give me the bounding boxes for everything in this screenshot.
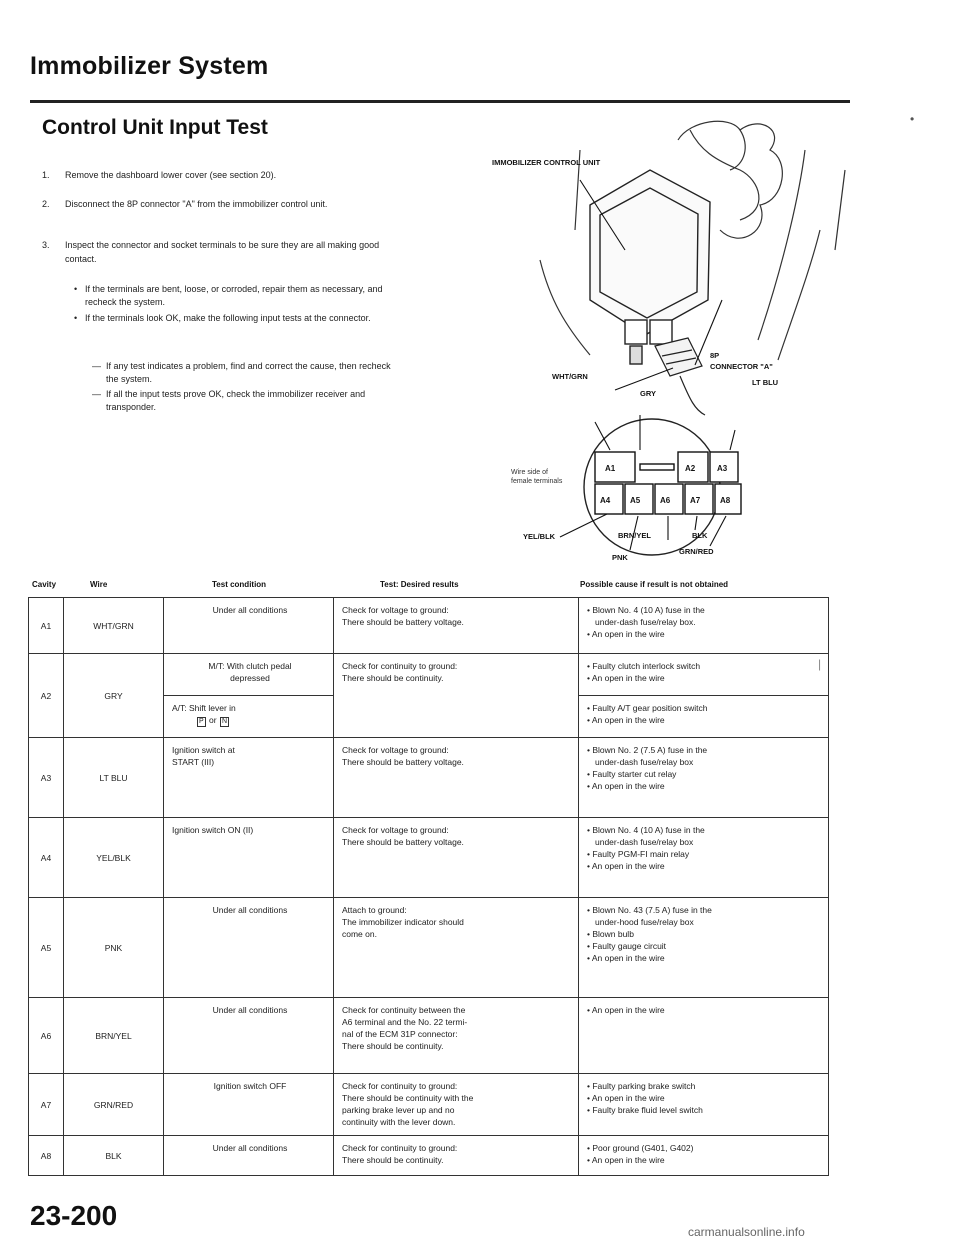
header-wire: Wire	[90, 580, 108, 589]
bullet-text: If the terminals look OK, make the following input tests at the connector.	[85, 313, 371, 323]
wire-label-grnred: GRN/RED	[679, 547, 714, 556]
cause-cell: • Blown No. 2 (7.5 A) fuse in the under-dash fuse/relay box • Faulty starter cut relay • An open in the wire	[579, 738, 829, 818]
wire-label-pnk: PNK	[612, 553, 628, 562]
dash-mark: —	[92, 389, 101, 399]
header-cavity: Cavity	[32, 580, 57, 589]
wire-cell: BLK	[64, 1136, 164, 1176]
table-row	[29, 898, 829, 998]
pin-a1: A1	[605, 464, 616, 473]
table-row	[29, 738, 829, 818]
step-text: Remove the dashboard lower cover (see section 20).	[65, 170, 277, 180]
cause-cell: • Faulty clutch interlock switch • An open in the wire	[579, 654, 829, 696]
wire-label-brnyel: BRN/YEL	[618, 531, 651, 540]
condition-cell: A/T: Shift lever in P or N	[164, 696, 334, 738]
cause-cell: • Blown No. 43 (7.5 A) fuse in the under-hood fuse/relay box • Blown bulb • Faulty gauge circuit • An open in the wire	[579, 898, 829, 998]
wire-side-label-2: female terminals	[511, 478, 563, 485]
cavity-cell: A7	[29, 1074, 64, 1136]
step-text: Inspect the connector and socket terminals to be sure they are all making good contact.	[65, 240, 380, 264]
table-row	[29, 1074, 829, 1136]
header-cause: Possible cause if result is not obtained	[580, 580, 729, 589]
connector-diagram	[440, 110, 860, 570]
table-row	[29, 598, 829, 654]
dash-text: If all the input tests prove OK, check the immobilizer receiver and transponder.	[106, 389, 366, 412]
dash-mark: —	[92, 361, 101, 371]
section-title: Immobilizer System	[30, 52, 269, 80]
cavity-cell: A1	[29, 598, 64, 654]
bullet-mark: •	[74, 313, 78, 323]
condition-cell: Under all conditions	[164, 598, 334, 654]
unit-label: IMMOBILIZER CONTROL UNIT	[492, 158, 601, 167]
wire-cell: LT BLU	[64, 738, 164, 818]
result-cell: Check for continuity to ground: There should be continuity.	[334, 1136, 579, 1176]
page-number: 23-200	[30, 1200, 118, 1231]
cause-cell: • Blown No. 4 (10 A) fuse in the under-dash fuse/relay box • Faulty PGM-FI main relay • An open in the wire	[579, 818, 829, 898]
cause-cell: • Blown No. 4 (10 A) fuse in the under-dash fuse/relay box. • An open in the wire	[579, 598, 829, 654]
wire-label-gry: GRY	[640, 389, 656, 398]
cavity-cell: A8	[29, 1136, 64, 1176]
result-cell: Check for continuity between the A6 terminal and the No. 22 termi- nal of the ECM 31P connector: There should be continuity.	[334, 998, 579, 1074]
test-table	[28, 597, 829, 1176]
cavity-cell: A2	[29, 654, 64, 738]
condition-cell: Ignition switch ON (II)	[164, 818, 334, 898]
result-cell: Attach to ground: The immobilizer indicator should come on.	[334, 898, 579, 998]
table-row	[29, 1136, 829, 1176]
wire-cell: GRY	[64, 654, 164, 738]
header-condition: Test condition	[212, 580, 267, 589]
margin-mark: |	[818, 657, 822, 671]
wire-side-label-1: Wire side of	[511, 469, 548, 476]
gear-p-symbol: P	[199, 718, 204, 725]
connector-plug	[655, 338, 705, 415]
result-cell: Check for voltage to ground: There should be battery voltage.	[334, 598, 579, 654]
table-row	[29, 998, 829, 1074]
wire-label-ltblu: LT BLU	[752, 378, 779, 387]
wire-cell: WHT/GRN	[64, 598, 164, 654]
cause-cell: • An open in the wire	[579, 998, 829, 1074]
condition-cell: M/T: With clutch pedal depressed	[164, 654, 334, 696]
condition-cell: Under all conditions	[164, 898, 334, 998]
header-result: Test: Desired results	[380, 580, 459, 589]
wire-cell: PNK	[64, 898, 164, 998]
corner-mark: •	[910, 112, 915, 126]
result-cell: Check for continuity to ground: There should be continuity.	[334, 654, 579, 738]
condition-cell: Ignition switch at START (III)	[164, 738, 334, 818]
pin-a7: A7	[690, 496, 701, 505]
cause-cell: • Faulty parking brake switch • An open in the wire • Faulty brake fluid level switch	[579, 1074, 829, 1136]
cavity-cell: A4	[29, 818, 64, 898]
cavity-cell: A6	[29, 998, 64, 1074]
pin-a4: A4	[600, 496, 611, 505]
wire-label-yelblk: YEL/BLK	[523, 532, 556, 541]
result-cell: Check for continuity to ground: There should be continuity with the parking brake lever up and no continuity with the lever down.	[334, 1074, 579, 1136]
pin-a3: A3	[717, 464, 728, 473]
cavity-cell: A5	[29, 898, 64, 998]
step-text: Disconnect the 8P connector "A" from the immobilizer control unit.	[65, 199, 328, 209]
gear-n-symbol: N	[221, 718, 228, 725]
result-cell: Check for voltage to ground: There should be battery voltage.	[334, 818, 579, 898]
table-row	[29, 654, 829, 696]
wire-cell: YEL/BLK	[64, 818, 164, 898]
wire-label-blk: BLK	[692, 531, 708, 540]
bullet-mark: •	[74, 284, 78, 294]
step-number: 1.	[42, 170, 50, 180]
cause-cell: • Faulty A/T gear position switch • An open in the wire	[579, 696, 829, 738]
connector-label-a: CONNECTOR "A"	[710, 362, 773, 371]
pin-a5: A5	[630, 496, 641, 505]
pin-a2: A2	[685, 464, 696, 473]
sub-title: Control Unit Input Test	[42, 116, 268, 139]
dash-text: If any test indicates a problem, find and correct the cause, then recheck the system.	[106, 361, 391, 384]
step-number: 3.	[42, 240, 50, 250]
condition-cell: Ignition switch OFF	[164, 1074, 334, 1136]
bullet-text: If the terminals are bent, loose, or corroded, repair them as necessary, and recheck the system.	[85, 284, 383, 307]
pin-a8: A8	[720, 496, 731, 505]
connector-label-8p: 8P	[710, 351, 720, 360]
condition-cell: Under all conditions	[164, 998, 334, 1074]
cavity-cell: A3	[29, 738, 64, 818]
step-number: 2.	[42, 199, 50, 209]
condition-cell: Under all conditions	[164, 1136, 334, 1176]
wire-label-whtgrn: WHT/GRN	[552, 372, 588, 381]
control-unit-body	[590, 170, 710, 364]
watermark: carmanualsonline.info	[688, 1225, 805, 1239]
title-rule	[30, 100, 850, 103]
pin-a6: A6	[660, 496, 671, 505]
result-cell: Check for voltage to ground: There should be battery voltage.	[334, 738, 579, 818]
cause-cell: • Poor ground (G401, G402) • An open in the wire	[579, 1136, 829, 1176]
wire-cell: GRN/RED	[64, 1074, 164, 1136]
table-row	[29, 818, 829, 898]
wire-cell: BRN/YEL	[64, 998, 164, 1074]
